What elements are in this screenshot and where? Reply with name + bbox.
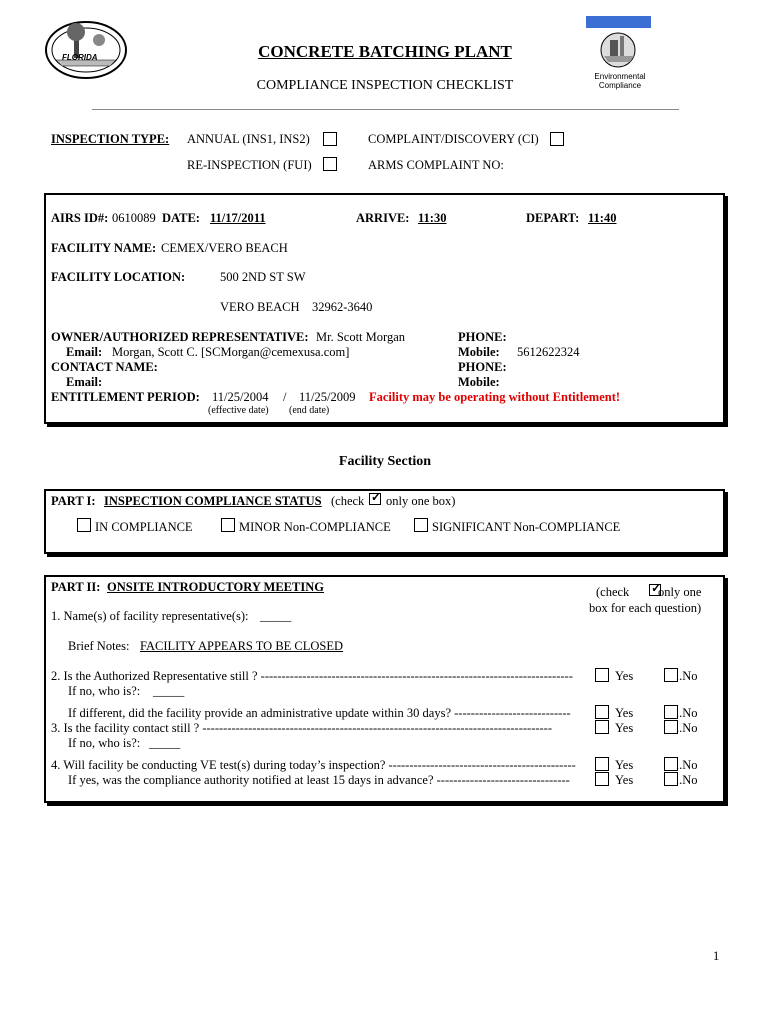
entitlement-end: 11/25/2009 xyxy=(299,390,356,404)
entitlement-start: 11/25/2004 xyxy=(212,390,269,404)
part2-label: PART II: xyxy=(51,580,101,594)
depart-label: DEPART: xyxy=(526,211,580,225)
owner-email-label: Email: xyxy=(66,345,103,359)
page-number: 1 xyxy=(713,949,720,963)
contact-email-label: Email: xyxy=(66,375,103,389)
depart-value: 11:40 xyxy=(588,211,617,225)
question-2b: If different, did the facility provide an administrative update within 30 days? ---------------------------- xyxy=(68,706,571,720)
complaint-checkbox[interactable] xyxy=(550,132,564,146)
q2-yes-label: Yes xyxy=(615,669,634,683)
airs-id-value: 0610089 xyxy=(112,211,156,225)
q3-yes-checkbox[interactable] xyxy=(595,720,609,734)
part1-check-pre: (check xyxy=(331,494,365,508)
in-compliance-checkbox[interactable] xyxy=(77,518,91,532)
part2-title: ONSITE INTRODUCTORY MEETING xyxy=(107,580,324,594)
q2-no-label: ..No xyxy=(676,669,698,683)
question-4: 4. Will facility be conducting VE test(s) during today’s inspection? --------------------------------------------- xyxy=(51,758,576,772)
inspection-type-label: INSPECTION TYPE: xyxy=(51,132,170,146)
significant-noncompliance-label: SIGNIFICANT Non-COMPLIANCE xyxy=(432,520,621,534)
entitlement-separator: / xyxy=(283,390,287,404)
q4-yes-checkbox[interactable] xyxy=(595,757,609,771)
q2b-yes-checkbox[interactable] xyxy=(595,705,609,719)
part1-check-post: only one box) xyxy=(386,494,456,508)
facility-location-line2: VERO BEACH 32962-3640 xyxy=(220,300,373,314)
owner-email-value: Morgan, Scott C. [SCMorgan@cemexusa.com] xyxy=(112,345,350,359)
question-1-blank[interactable]: _____ xyxy=(260,609,292,623)
q4-yes-label: Yes xyxy=(615,758,634,772)
question-1: 1. Name(s) of facility representative(s): xyxy=(51,609,249,623)
minor-noncompliance-checkbox[interactable] xyxy=(221,518,235,532)
date-value: 11/17/2011 xyxy=(210,211,266,225)
q4b-no-label: ..No xyxy=(676,773,698,787)
q4b-yes-checkbox[interactable] xyxy=(595,772,609,786)
in-compliance-label: IN COMPLIANCE xyxy=(95,520,193,534)
facility-location-line1: 500 2ND ST SW xyxy=(220,270,306,284)
section-title: Facility Section xyxy=(338,454,432,469)
contact-phone-label: PHONE: xyxy=(458,360,507,374)
page-subtitle: COMPLIANCE INSPECTION CHECKLIST xyxy=(256,78,514,93)
contact-name-label: CONTACT NAME: xyxy=(51,360,158,374)
brief-notes-value: FACILITY APPEARS TO BE CLOSED xyxy=(140,639,344,653)
top-color-bar xyxy=(586,16,651,28)
florida-logo-text: FLORIDA xyxy=(62,53,98,62)
header-divider xyxy=(92,109,679,110)
brief-notes-label: Brief Notes: xyxy=(68,639,130,653)
owner-label: OWNER/AUTHORIZED REPRESENTATIVE: xyxy=(51,330,309,344)
part2-check-pre: (check xyxy=(596,585,630,599)
significant-noncompliance-checkbox[interactable] xyxy=(414,518,428,532)
facility-name-label: FACILITY NAME: xyxy=(51,241,157,255)
arrive-label: ARRIVE: xyxy=(356,211,410,225)
part2-check-post: only one xyxy=(658,585,702,599)
facility-location-label: FACILITY LOCATION: xyxy=(51,270,186,284)
annual-option-label: ANNUAL (INS1, INS2) xyxy=(187,132,310,146)
minor-noncompliance-label: MINOR Non-COMPLIANCE xyxy=(239,520,391,534)
reinspection-checkbox[interactable] xyxy=(323,157,337,171)
question-2-sub-blank[interactable]: _____ xyxy=(153,684,185,698)
question-2-sub: If no, who is?: xyxy=(68,684,141,698)
complaint-option-label: COMPLAINT/DISCOVERY (CI) xyxy=(368,132,539,146)
airs-id-label: AIRS ID#: xyxy=(51,211,109,225)
date-label: DATE: xyxy=(162,211,200,225)
part1-label: PART I: xyxy=(51,494,96,508)
q2-yes-checkbox[interactable] xyxy=(595,668,609,682)
question-2: 2. Is the Authorized Representative still ? --------------------------------------------------------------------------- xyxy=(51,669,573,683)
mobile-label: Mobile: xyxy=(458,345,500,359)
question-4b: If yes, was the compliance authority notified at least 15 days in advance? -------------------------------- xyxy=(68,773,570,787)
entitlement-label: ENTITLEMENT PERIOD: xyxy=(51,390,200,404)
entitlement-warning: Facility may be operating without Entitlement! xyxy=(369,390,621,404)
q4-no-label: ..No xyxy=(676,758,698,772)
environmental-compliance-text: Environmental Compliance xyxy=(594,72,646,90)
contact-mobile-label: Mobile: xyxy=(458,375,500,389)
q3-no-label: ..No xyxy=(676,721,698,735)
question-3: 3. Is the facility contact still ? ------------------------------------------------------------------------------------ xyxy=(51,721,553,735)
q2b-no-label: ..No xyxy=(676,706,698,720)
phone-label: PHONE: xyxy=(458,330,507,344)
checked-example-icon xyxy=(369,493,381,505)
effective-date-caption: (effective date) xyxy=(208,405,269,416)
part2-check-line2: box for each question) xyxy=(589,601,702,615)
q4b-yes-label: Yes xyxy=(615,773,634,787)
page-title: CONCRETE BATCHING PLANT xyxy=(258,42,512,61)
q2b-yes-label: Yes xyxy=(615,706,634,720)
annual-checkbox[interactable] xyxy=(323,132,337,146)
q3-yes-label: Yes xyxy=(615,721,634,735)
part1-title: INSPECTION COMPLIANCE STATUS xyxy=(104,494,322,508)
owner-value: Mr. Scott Morgan xyxy=(316,330,406,344)
arms-complaint-label: ARMS COMPLAINT NO: xyxy=(368,158,504,172)
reinspection-option-label: RE-INSPECTION (FUI) xyxy=(187,158,312,172)
question-3-sub: If no, who is?: xyxy=(68,736,141,750)
mobile-value: 5612622324 xyxy=(517,345,580,359)
question-3-sub-blank[interactable]: _____ xyxy=(149,736,181,750)
arrive-value: 11:30 xyxy=(418,211,447,225)
facility-name-value: CEMEX/VERO BEACH xyxy=(161,241,288,255)
end-date-caption: (end date) xyxy=(289,405,330,416)
